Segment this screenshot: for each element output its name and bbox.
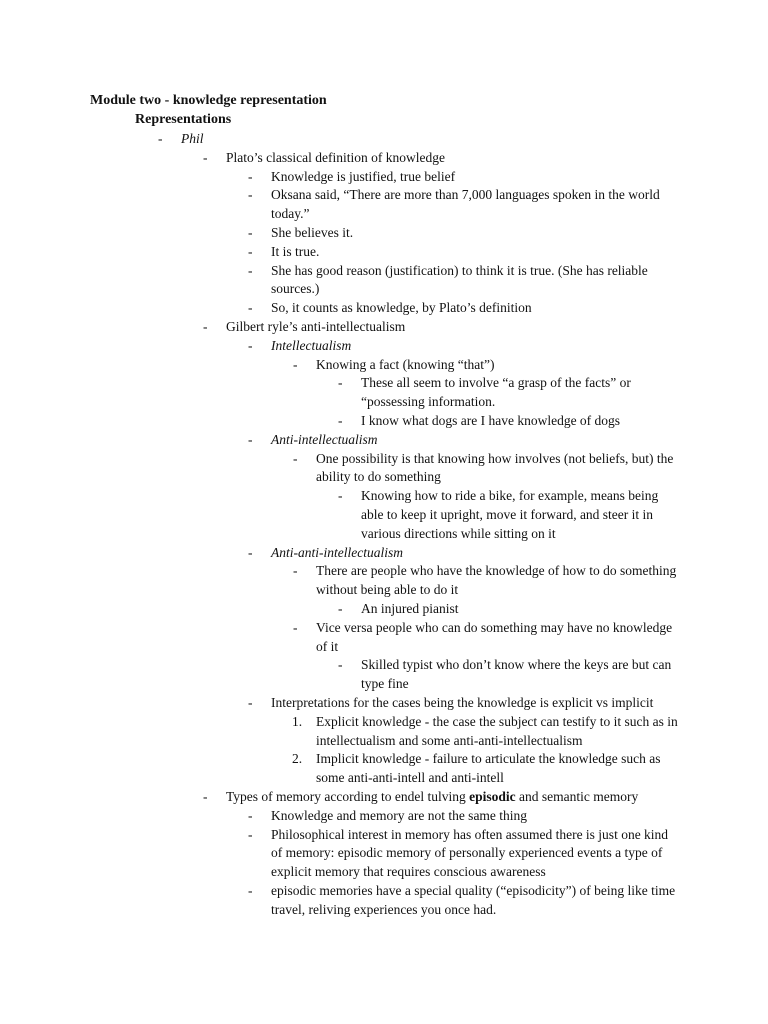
- list-item-text: Knowledge and memory are not the same thing: [271, 807, 528, 823]
- list-item-text: Plato’s classical definition of knowledge: [226, 149, 445, 165]
- text-segment: Types of memory according to endel tulving: [226, 789, 470, 804]
- outline-item: [248, 299, 678, 318]
- list-marker: -: [248, 225, 253, 240]
- outline-item: [293, 619, 678, 657]
- outline-item: [248, 224, 678, 243]
- list-item-text: She believes it.: [271, 225, 354, 240]
- outline-item: [248, 882, 678, 920]
- list-marker: -: [158, 131, 163, 146]
- outline-item: [293, 562, 678, 600]
- list-item-text: It is true.: [271, 243, 320, 259]
- outline-item: [248, 186, 678, 224]
- list-item-text: Anti-anti-intellectualism: [271, 544, 403, 560]
- list-item-text: An injured pianist: [361, 601, 459, 616]
- outline-item: [248, 243, 678, 262]
- outline-item: [203, 149, 678, 168]
- list-item-text: Explicit knowledge - the case the subject can testify to it such as in intellectualism and some anti-anti-intellectualism: [316, 713, 678, 748]
- list-marker: -: [338, 413, 343, 428]
- list-marker: -: [248, 883, 253, 898]
- list-item-text: Vice versa people who can do something may have no knowledge of it: [316, 619, 673, 654]
- list-item-text: Knowing a fact (knowing “that”): [316, 356, 495, 372]
- list-item-text: I know what dogs are I have knowledge of dogs: [361, 413, 621, 428]
- outline-item: [248, 694, 678, 713]
- list-item-text: episodic memories have a special quality (“episodicity”) of being like time travel, reliving experiences you once had.: [271, 883, 676, 917]
- outline-item: [248, 544, 678, 563]
- list-marker: -: [248, 262, 253, 278]
- outline-item: [158, 130, 678, 149]
- outline-item: [338, 600, 678, 619]
- outline-item: [248, 807, 678, 826]
- bold-term: episodic: [469, 789, 516, 804]
- list-marker: -: [248, 807, 253, 823]
- list-item-text: Skilled typist who don’t know where the keys are but can type fine: [361, 657, 672, 692]
- list-marker: -: [248, 243, 253, 259]
- list-marker: -: [248, 431, 253, 447]
- list-marker: -: [203, 789, 208, 804]
- outline-item: [203, 788, 678, 807]
- list-marker: -: [248, 544, 253, 560]
- list-marker: -: [248, 695, 253, 710]
- list-marker: 2.: [292, 751, 303, 767]
- outline-item: [292, 713, 678, 751]
- list-marker: -: [338, 488, 343, 504]
- outline-item: [248, 262, 678, 300]
- list-marker: -: [293, 563, 298, 579]
- outline-item: [293, 356, 678, 375]
- list-item-text: [226, 788, 678, 807]
- list-marker: -: [293, 619, 298, 635]
- list-item-text: She has good reason (justification) to think it is true. (She has reliable sources.): [271, 262, 648, 297]
- list-marker: -: [338, 375, 343, 391]
- list-item-text: Oksana said, “There are more than 7,000 languages spoken in the world today.”: [271, 187, 660, 222]
- list-marker: -: [203, 319, 208, 334]
- list-item-text: Phil: [181, 131, 204, 146]
- list-marker: -: [248, 187, 253, 203]
- list-item-text: One possibility is that knowing how involves (not beliefs, but) the ability to do something: [316, 450, 674, 485]
- outline-item: [248, 826, 678, 882]
- outline-item: [338, 487, 678, 543]
- list-marker: -: [203, 149, 208, 165]
- section-heading: Representations: [135, 112, 232, 127]
- list-item-text: Knowing how to ride a bike, for example, means being able to keep it upright, move it forward, and steer it in various directions while sitting on it: [361, 488, 659, 541]
- list-marker: -: [338, 657, 343, 673]
- text-segment: and semantic memory: [515, 789, 639, 804]
- list-marker: -: [338, 601, 343, 616]
- outline-item: [338, 374, 678, 412]
- list-item-text: Philosophical interest in memory has often assumed there is just one kind of memory: episodic memory of personally experienced events a type of explicit memory that requires conscious awareness: [271, 826, 669, 880]
- list-marker: -: [293, 450, 298, 466]
- list-marker: -: [293, 356, 298, 372]
- outline-item: [292, 750, 678, 788]
- list-item-text: So, it counts as knowledge, by Plato’s definition: [271, 300, 532, 316]
- outline-item: [338, 412, 678, 431]
- list-item-text: Implicit knowledge - failure to articulate the knowledge such as some anti-anti-intell and anti-intell: [316, 751, 661, 786]
- list-item-text: Knowledge is justified, true belief: [271, 168, 456, 184]
- outline-item: [248, 337, 678, 356]
- list-marker: -: [248, 826, 253, 842]
- list-marker: 1.: [292, 713, 303, 729]
- outline-item: [203, 318, 678, 337]
- list-item-text: Anti-intellectualism: [271, 431, 378, 447]
- outline-item: [293, 450, 678, 488]
- list-marker: -: [248, 168, 253, 184]
- list-item-text: Interpretations for the cases being the knowledge is explicit vs implicit: [271, 695, 654, 710]
- document-title: Module two - knowledge representation: [90, 93, 327, 108]
- list-marker: -: [248, 337, 253, 353]
- outline-item: [248, 168, 678, 187]
- list-item-text: There are people who have the knowledge of how to do something without being able to do it: [316, 563, 677, 598]
- outline-item: [338, 656, 678, 694]
- list-marker: -: [248, 300, 253, 316]
- outline-item: [248, 431, 678, 450]
- list-item-text: Intellectualism: [271, 337, 352, 353]
- list-item-text: These all seem to involve “a grasp of the facts” or “possessing information.: [361, 375, 631, 410]
- list-item-text: Gilbert ryle’s anti-intellectualism: [226, 319, 406, 334]
